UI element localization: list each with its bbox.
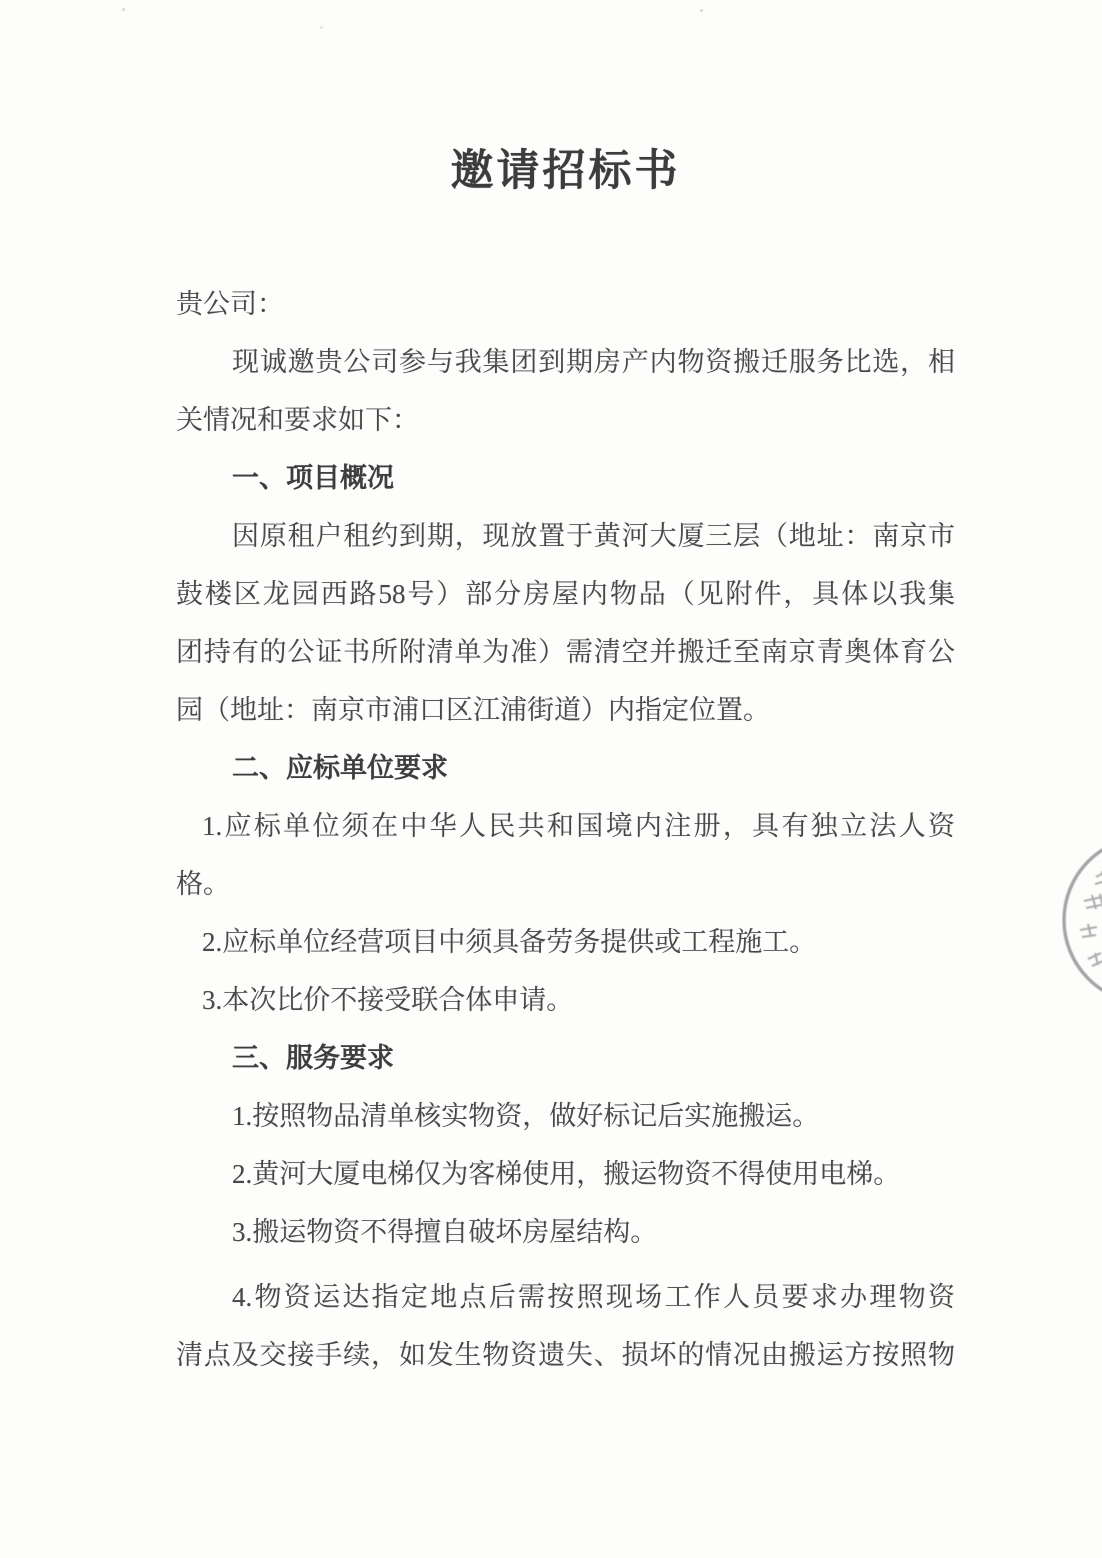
section-2-item-1: 格。	[176, 869, 230, 899]
section-2-item-3: 3.本次比价不接受联合体申请。	[202, 985, 574, 1015]
document-text	[176, 275, 955, 1384]
section-3-item-3: 3.搬运物资不得擅自破坏房屋结构。	[232, 1217, 658, 1247]
section-2-heading: 二、应标单位要求	[232, 753, 448, 783]
scan-speck	[122, 8, 125, 11]
section-3-item-4: 4.物资运达指定地点后需按照现场工作人员要求办理物资	[232, 1282, 955, 1312]
section-3-heading: 三、服务要求	[232, 1043, 394, 1073]
salutation: 贵公司：	[176, 289, 284, 319]
section-1-line: 团持有的公证书所附清单为准）需清空并搬迁至南京青奥体育公	[176, 637, 955, 667]
intro-line: 关情况和要求如下：	[176, 405, 419, 435]
section-1-line: 园（地址：南京市浦口区江浦街道）内指定位置。	[176, 695, 770, 725]
section-2-item-1: 1.应标单位须在中华人民共和国境内注册，具有独立法人资	[202, 811, 955, 841]
section-1-heading: 一、项目概况	[232, 463, 394, 493]
document-title: 邀请招标书	[450, 148, 681, 195]
official-seal-icon	[1062, 835, 1102, 1005]
intro-line: 现诚邀贵公司参与我集团到期房产内物资搬迁服务比选，相	[232, 347, 955, 377]
section-3-item-2: 2.黄河大厦电梯仅为客梯使用，搬运物资不得使用电梯。	[232, 1159, 901, 1189]
section-1-line: 鼓楼区龙园西路58号）部分房屋内物品（见附件，具体以我集	[176, 579, 955, 609]
document-body	[176, 0, 955, 1384]
section-1-line: 因原租户租约到期，现放置于黄河大厦三层（地址：南京市	[232, 521, 955, 551]
section-2-item-2: 2.应标单位经营项目中须具备劳务提供或工程施工。	[202, 927, 817, 957]
section-3-item-1: 1.按照物品清单核实物资，做好标记后实施搬运。	[232, 1101, 820, 1131]
section-3-item-4: 清点及交接手续，如发生物资遗失、损坏的情况由搬运方按照物	[176, 1340, 955, 1370]
